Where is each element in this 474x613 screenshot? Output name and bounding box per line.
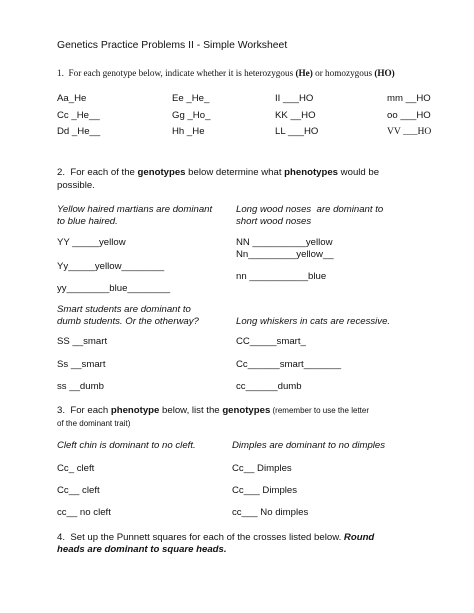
whiskers-heading: Long whiskers in cats are recessive. <box>236 316 391 327</box>
cleft-heading: Cleft chin is dominant to no cleft. <box>57 440 196 451</box>
q2-prompt-text: 2. For each of the <box>57 167 138 178</box>
answer-line: Cc__ Dimples <box>232 463 292 474</box>
q4-prompt <box>57 532 374 544</box>
dimples-heading: Dimples are dominant to no dimples <box>232 440 386 451</box>
answer-line: Cc______smart_______ <box>236 359 342 370</box>
q3-prompt-text: 3. For each <box>57 405 111 416</box>
answer-line: Cc_ cleft <box>57 463 95 474</box>
q1-prompt-ho: (HO) <box>374 68 395 78</box>
answer-line: cc___ No dimples <box>232 507 309 518</box>
worksheet-title: Genetics Practice Problems II - Simple Worksheet <box>57 40 288 51</box>
q1-item: mm __HO <box>387 93 431 104</box>
q3-prompt-text-2: below, list the <box>159 405 223 416</box>
q1-item: oo ___HO <box>387 110 431 121</box>
q1-prompt-he: (He) <box>295 68 313 78</box>
q2-prompt-genotypes: genotypes <box>137 167 186 178</box>
answer-line: cc__ no cleft <box>57 507 111 518</box>
answer-line: YY _____yellow <box>57 237 126 248</box>
answer-line: ss __dumb <box>57 381 104 392</box>
answer-line: SS __smart <box>57 336 108 347</box>
q3-prompt-line2: of the dominant trait) <box>57 419 131 428</box>
nose-heading: Long wood noses are dominant to <box>236 204 384 215</box>
q3-prompt-genotypes: genotypes <box>222 405 271 416</box>
answer-line: cc______dumb <box>236 381 302 392</box>
martians-heading-2: to blue haired. <box>57 216 118 227</box>
smart-heading-2: dumb students. Or the otherway? <box>57 316 199 327</box>
q2-prompt-line2: possible. <box>57 180 95 191</box>
q1-item: Hh _He <box>172 126 205 137</box>
q2-prompt-phenotypes: phenotypes <box>284 167 339 178</box>
q3-prompt <box>57 405 369 417</box>
answer-line: Ss __smart <box>57 359 106 370</box>
q1-item: LL ___HO <box>275 126 319 137</box>
answer-line: nn ___________blue <box>236 271 327 282</box>
q3-prompt-phenotype: phenotype <box>110 405 160 416</box>
answer-line: Cc__ cleft <box>57 485 100 496</box>
q1-item: Ee _He_ <box>172 93 210 104</box>
q4-prompt-round: Round <box>343 532 375 543</box>
q1-item: Aa_He <box>57 93 87 104</box>
smart-heading: Smart students are dominant to <box>57 304 191 315</box>
answer-line: CC_____smart_ <box>236 336 306 347</box>
q1-item: Gg _Ho_ <box>172 110 211 121</box>
answer-line: yy________blue________ <box>57 283 171 294</box>
q1-item: KK __HO <box>275 110 316 121</box>
q2-prompt-text-2: below determine what <box>185 167 285 178</box>
q1-item: Cc _He__ <box>57 110 100 121</box>
q4-prompt-line2: heads are dominant to square heads. <box>57 544 227 555</box>
answer-line: Cc___ Dimples <box>232 485 298 496</box>
q4-prompt-text: 4. Set up the Punnett squares for each of the crosses listed below. <box>57 532 344 543</box>
answer-line: NN __________yellow <box>236 237 333 248</box>
q1-item: Dd _He__ <box>57 126 101 137</box>
answer-line: Yy_____yellow________ <box>57 261 165 272</box>
q1-prompt <box>57 67 395 79</box>
q1-prompt-text: 1. For each genotype below, indicate whether it is heterozygous <box>57 68 296 78</box>
answer-line: Nn_________yellow__ <box>236 249 334 260</box>
q1-item: VV ___HO <box>387 126 432 137</box>
nose-heading-2: short wood noses <box>236 216 312 227</box>
martians-heading: Yellow haired martians are dominant <box>57 204 213 215</box>
q1-item: II ___HO <box>275 93 314 104</box>
q2-prompt-text-3: would be <box>338 167 380 178</box>
q3-prompt-note: (remember to use the letter <box>270 406 370 415</box>
q2-prompt <box>57 167 379 179</box>
q1-prompt-text-2: or homozygous <box>312 68 375 78</box>
